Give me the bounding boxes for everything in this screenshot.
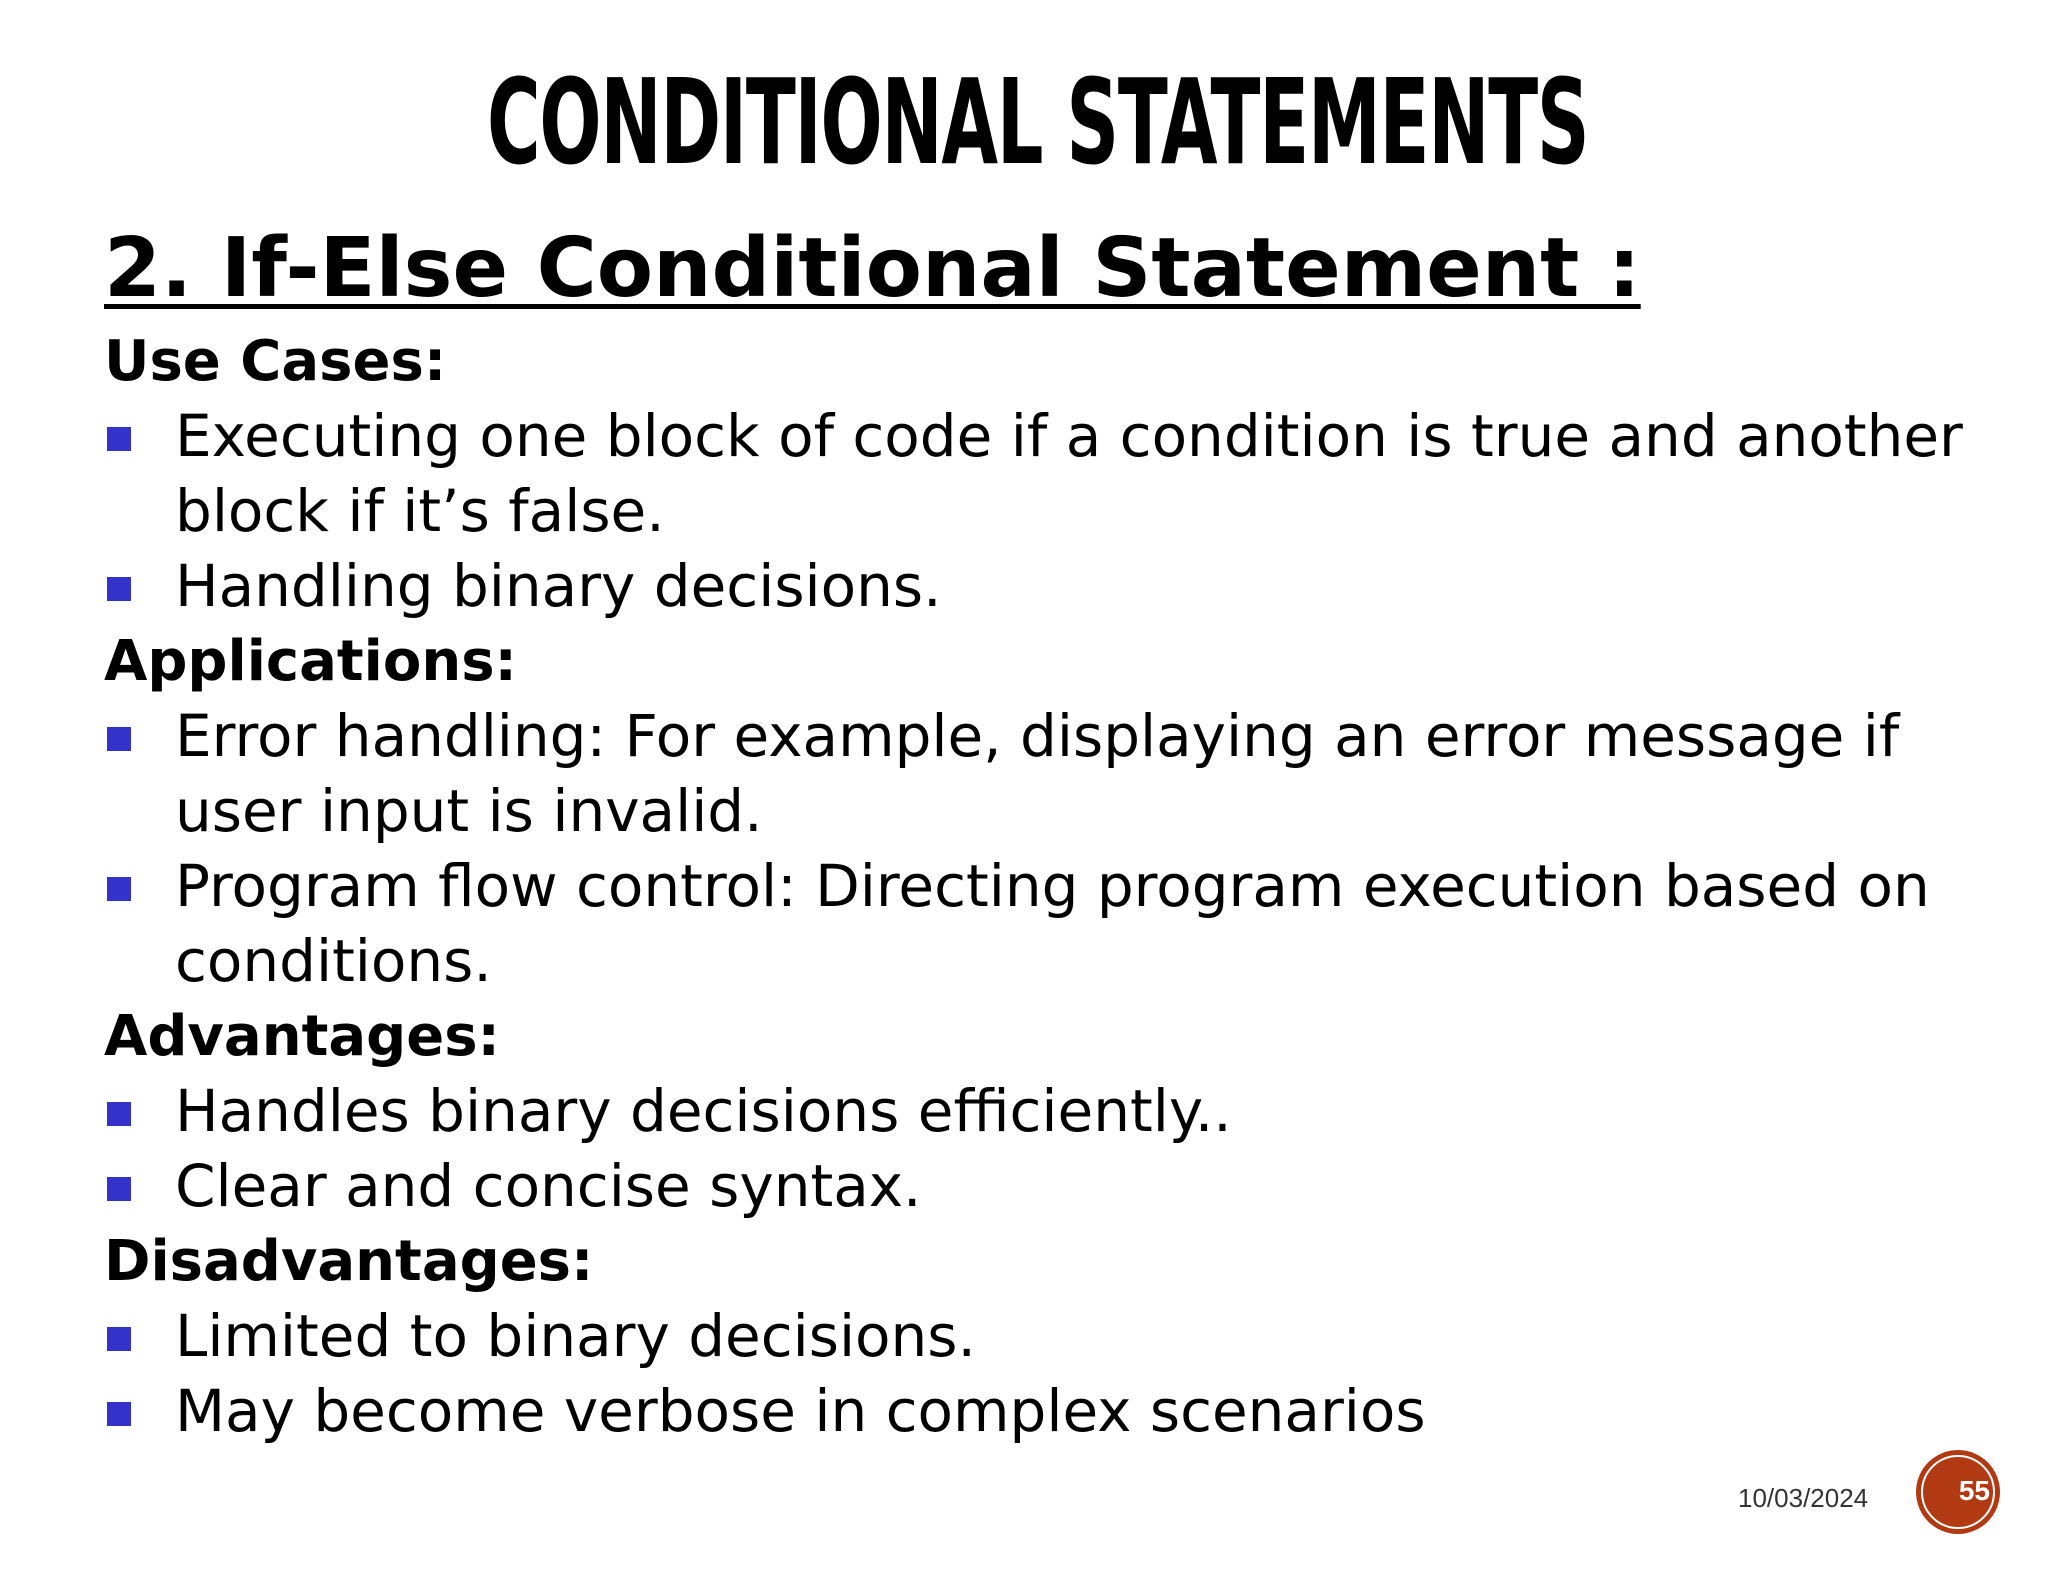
bullet-text: Executing one block of code if a condition is true and another block if it’s false. <box>175 402 1963 545</box>
slide-subtitle: 2. If-Else Conditional Statement : <box>104 221 1641 316</box>
section-heading: Disadvantages: <box>104 1229 594 1294</box>
bullet-text: Handling binary decisions. <box>175 552 942 620</box>
slide-body <box>104 324 2024 1449</box>
bullet-item <box>104 1374 2024 1449</box>
square-bullet-icon <box>107 1102 131 1126</box>
section-disadvantages <box>104 1224 2024 1449</box>
bullet-item <box>104 1299 2024 1374</box>
section-heading: Applications: <box>104 629 517 694</box>
square-bullet-icon <box>107 1402 131 1426</box>
bullet-text: Error handling: For example, displaying an error message if user input is invalid. <box>175 702 1900 845</box>
square-bullet-icon <box>107 577 131 601</box>
section-heading: Use Cases: <box>104 329 447 394</box>
section-use-cases <box>104 324 2024 624</box>
bullet-item <box>104 1149 2024 1224</box>
bullet-item <box>104 399 2024 549</box>
bullet-text: Clear and concise syntax. <box>175 1152 922 1220</box>
square-bullet-icon <box>107 1327 131 1351</box>
page-number: 55 <box>1958 1475 1990 1506</box>
section-advantages <box>104 999 2024 1224</box>
square-bullet-icon <box>107 727 131 751</box>
bullet-text: Program flow control: Directing program execution based on conditions. <box>175 852 1930 995</box>
slide-title: CONDITIONAL STATEMENTS <box>486 53 1589 191</box>
bullet-item <box>104 1074 2024 1149</box>
bullet-text: May become verbose in complex scenarios <box>175 1377 1426 1445</box>
square-bullet-icon <box>107 427 131 451</box>
page-number-badge-icon <box>1916 1450 2000 1534</box>
square-bullet-icon <box>107 1177 131 1201</box>
bullet-text: Handles binary decisions efficiently.. <box>175 1077 1232 1145</box>
section-applications <box>104 624 2024 999</box>
bullet-text: Limited to binary decisions. <box>175 1302 976 1370</box>
square-bullet-icon <box>107 877 131 901</box>
bullet-item <box>104 849 2024 999</box>
footer-date: 10/03/2024 <box>1738 1483 1869 1513</box>
bullet-item <box>104 699 2024 849</box>
bullet-item <box>104 549 2024 624</box>
section-heading: Advantages: <box>104 1004 500 1069</box>
